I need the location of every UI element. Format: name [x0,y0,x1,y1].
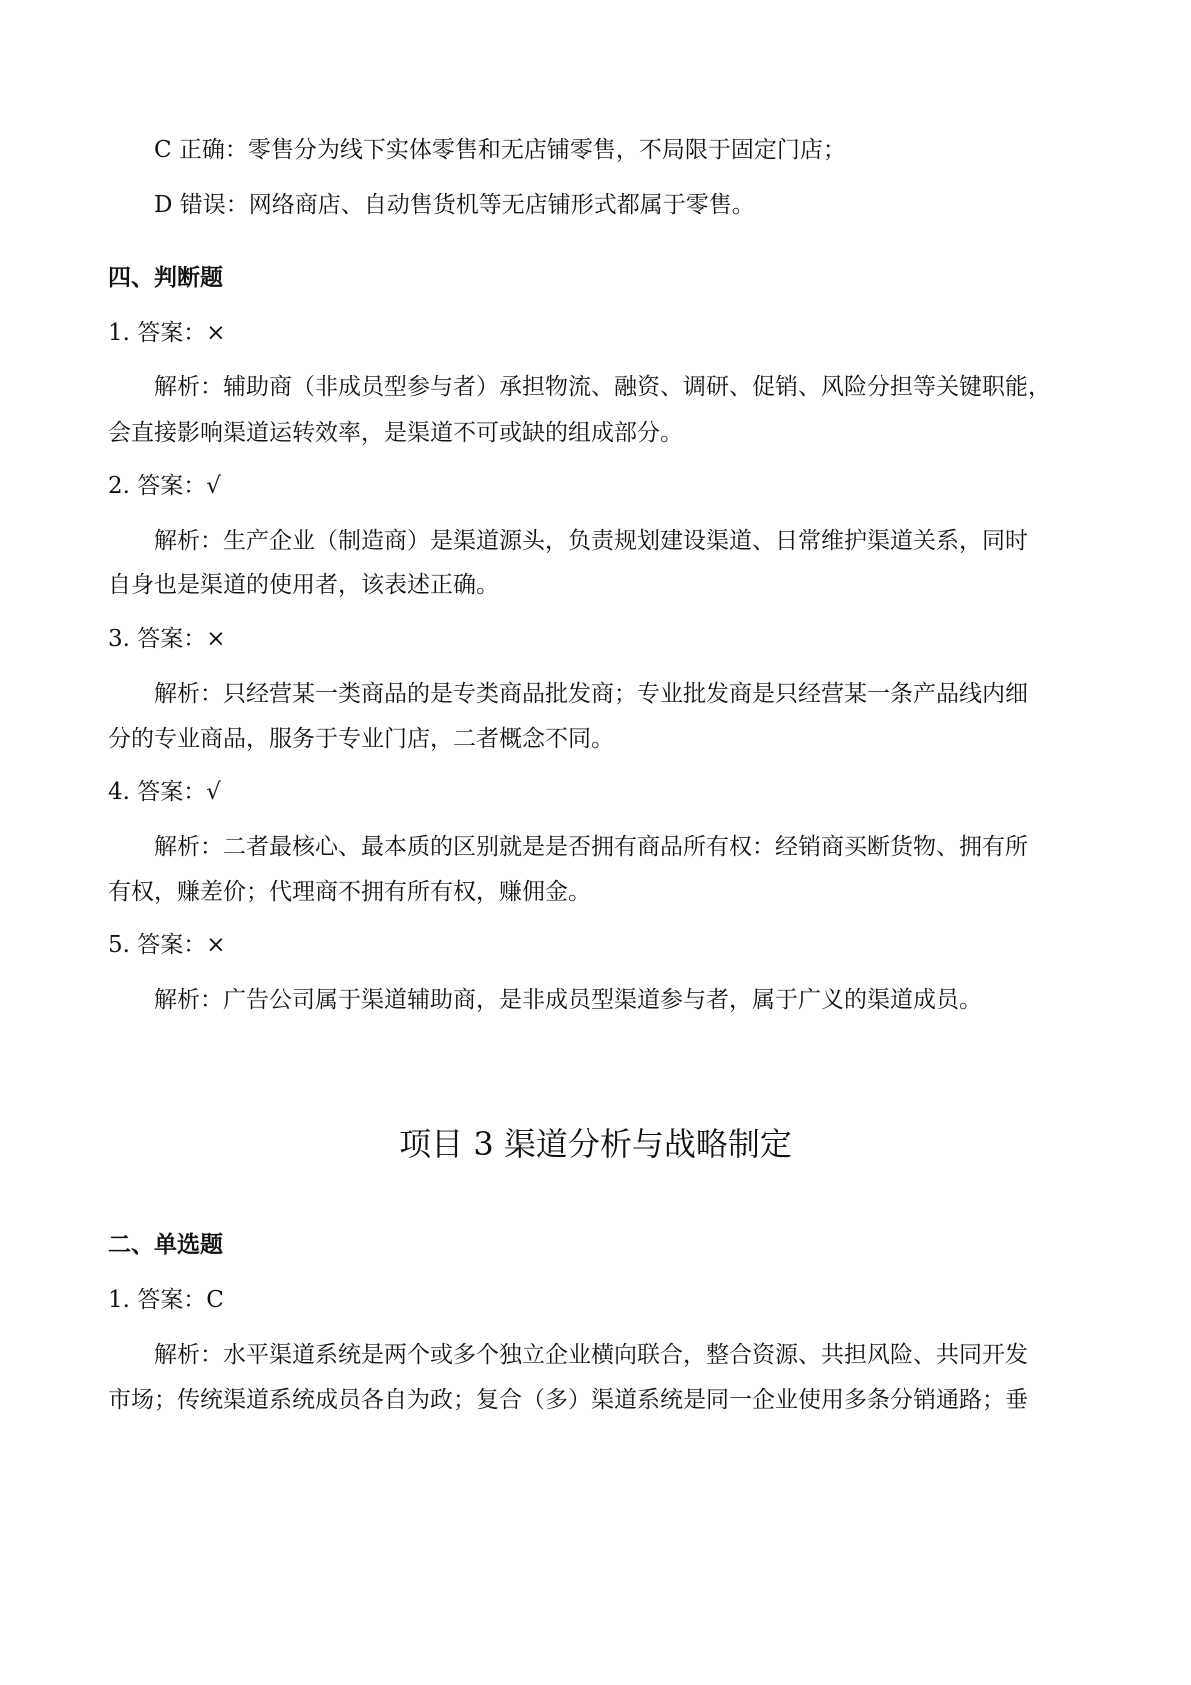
judge-analysis-1a: 解析：辅助商（非成员型参与者）承担物流、融资、调研、促销、风险分担等关键职能， [154,374,1051,400]
judge-analysis-4b: 有权，赚差价；代理商不拥有所有权，赚佣金。 [108,879,591,905]
option-c-line: C 正确：零售分为线下实体零售和无店铺零售，不局限于固定门店； [154,137,846,163]
judge-answer-3: 3. 答案：× [108,626,226,652]
judge-answer-5: 5. 答案：× [108,932,226,958]
single-answer-1: 1. 答案：C [108,1287,224,1313]
judge-analysis-5a: 解析：广告公司属于渠道辅助商，是非成员型渠道参与者，属于广义的渠道成员。 [154,987,982,1013]
judge-analysis-3b: 分的专业商品，服务于专业门店，二者概念不同。 [108,726,614,752]
judge-answer-4: 4. 答案：√ [108,779,221,805]
judge-answer-2: 2. 答案：√ [108,473,221,499]
project-title: 项目 3 渠道分析与战略制定 [399,1125,792,1163]
option-d-line: D 错误：网络商店、自动售货机等无店铺形式都属于零售。 [154,192,755,218]
single-heading: 二、单选题 [108,1232,223,1258]
judge-analysis-2b: 自身也是渠道的使用者，该表述正确。 [108,572,499,598]
judge-analysis-1b: 会直接影响渠道运转效率，是渠道不可或缺的组成部分。 [108,420,683,446]
judge-analysis-2a: 解析：生产企业（制造商）是渠道源头，负责规划建设渠道、日常维护渠道关系，同时 [154,528,1028,554]
judge-analysis-3a: 解析：只经营某一类商品的是专类商品批发商；专业批发商是只经营某一条产品线内细 [154,681,1028,707]
judge-heading: 四、判断题 [108,265,223,291]
single-analysis-1a: 解析：水平渠道系统是两个或多个独立企业横向联合，整合资源、共担风险、共同开发 [154,1342,1028,1368]
judge-analysis-4a: 解析：二者最核心、最本质的区别就是是否拥有商品所有权：经销商买断货物、拥有所 [154,834,1028,860]
single-analysis-1b: 市场；传统渠道系统成员各自为政；复合（多）渠道系统是同一企业使用多条分销通路；垂 [108,1387,1028,1413]
judge-answer-1: 1. 答案：× [108,320,226,346]
